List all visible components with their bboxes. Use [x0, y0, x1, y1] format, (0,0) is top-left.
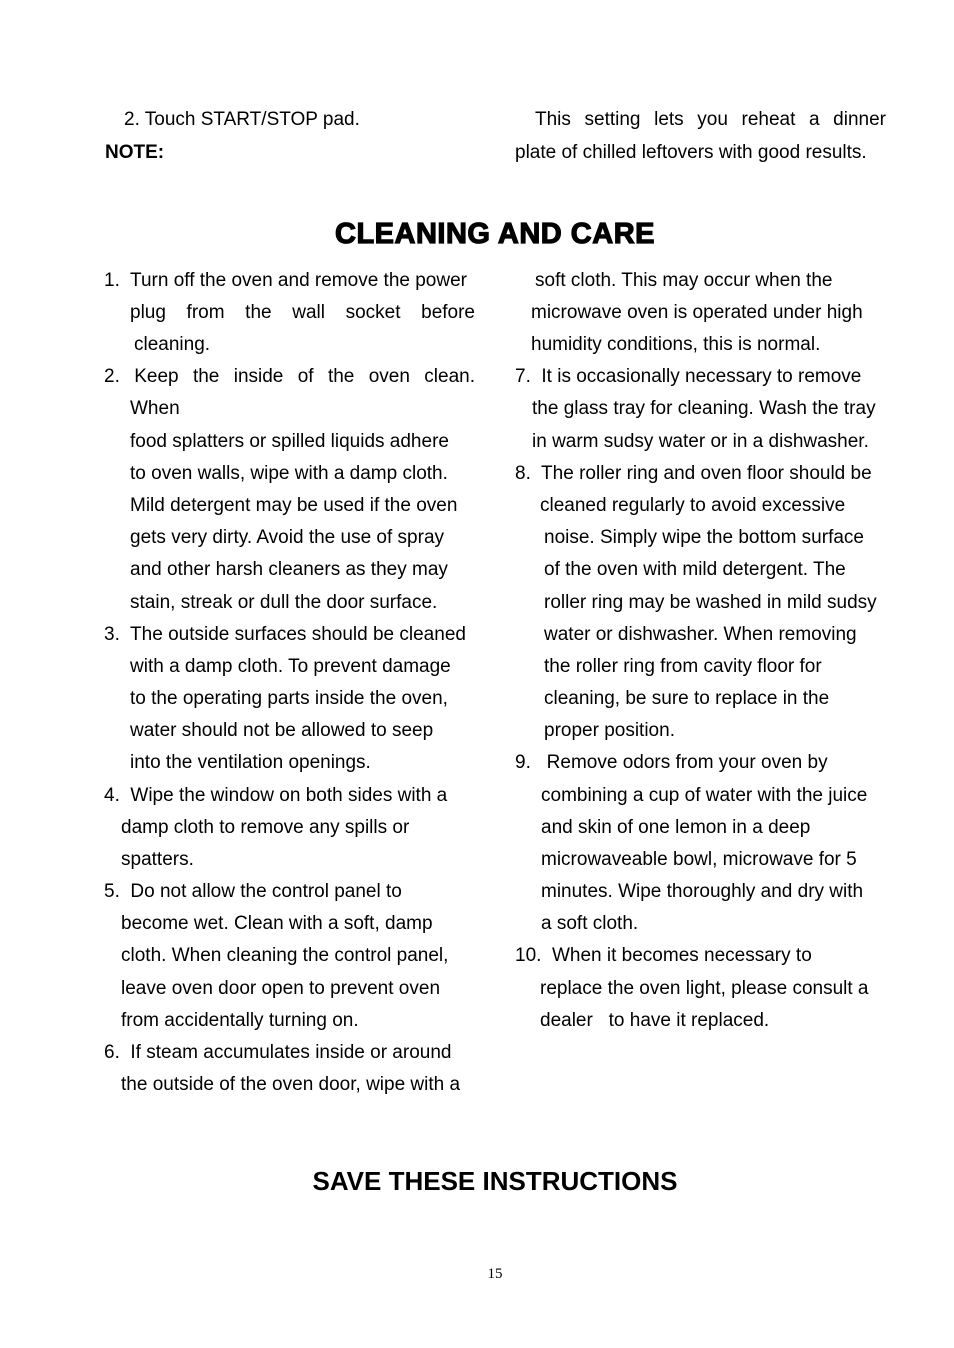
- left-line: and other harsh cleaners as they may: [130, 559, 448, 580]
- left-line: 5. Do not allow the control panel to: [104, 881, 402, 902]
- right-line: in warm sudsy water or in a dishwasher.: [532, 431, 869, 452]
- left-line: damp cloth to remove any spills or: [121, 817, 410, 838]
- right-line: water or dishwasher. When removing: [544, 624, 857, 645]
- note-text-line-2: plate of chilled leftovers with good results.: [515, 142, 867, 163]
- left-line: become wet. Clean with a soft, damp: [121, 913, 433, 934]
- right-line: minutes. Wipe thoroughly and dry with: [541, 881, 864, 902]
- left-line: cleaning.: [134, 334, 211, 355]
- left-line: Mild detergent may be used if the oven: [130, 495, 458, 516]
- right-line: and skin of one lemon in a deep: [541, 817, 811, 838]
- right-line: dealer to have it replaced.: [540, 1010, 770, 1031]
- left-line: cloth. When cleaning the control panel,: [121, 945, 449, 966]
- right-line: 7. It is occasionally necessary to remove: [515, 366, 862, 387]
- right-line: the glass tray for cleaning. Wash the tray: [532, 398, 876, 419]
- left-line: 1. Turn off the oven and remove the power: [104, 270, 467, 291]
- left-line: 4. Wipe the window on both sides with a: [104, 785, 448, 806]
- right-line: 10. When it becomes necessary to: [515, 945, 812, 966]
- right-line: replace the oven light, please consult a: [540, 978, 869, 999]
- step-2-text: 2. Touch START/STOP pad.: [124, 109, 360, 130]
- right-line: humidity conditions, this is normal.: [531, 334, 821, 355]
- right-line: the roller ring from cavity floor for: [544, 656, 822, 677]
- left-line: When: [130, 398, 180, 419]
- note-label: NOTE:: [105, 142, 165, 163]
- right-line: combining a cup of water with the juice: [541, 785, 868, 806]
- left-line: with a damp cloth. To prevent damage: [130, 656, 451, 677]
- left-line: gets very dirty. Avoid the use of spray: [130, 527, 445, 548]
- left-line: food splatters or spilled liquids adhere: [130, 431, 449, 452]
- left-line: to the operating parts inside the oven,: [130, 688, 448, 709]
- right-line: a soft cloth.: [541, 913, 639, 934]
- left-line: 2. Keep the inside of the oven clean.: [104, 366, 475, 387]
- left-line: water should not be allowed to seep: [130, 720, 434, 741]
- left-line: into the ventilation openings.: [130, 752, 371, 773]
- save-instructions-heading: SAVE THESE INSTRUCTIONS: [312, 1166, 678, 1196]
- right-line: proper position.: [544, 720, 675, 741]
- right-line: microwave oven is operated under high: [531, 302, 863, 323]
- left-line: plug from the wall socket before: [130, 302, 475, 323]
- left-line: 6. If steam accumulates inside or around: [104, 1042, 452, 1063]
- left-line: to oven walls, wipe with a damp cloth.: [130, 463, 448, 484]
- section-title: CLEANING AND CARE: [335, 218, 655, 250]
- left-line: stain, streak or dull the door surface.: [130, 592, 438, 613]
- right-line: of the oven with mild detergent. The: [544, 559, 846, 580]
- left-line: spatters.: [121, 849, 194, 870]
- left-line: 3. The outside surfaces should be cleaned: [104, 624, 466, 645]
- right-line: cleaning, be sure to replace in the: [544, 688, 830, 709]
- left-line: leave oven door open to prevent oven: [121, 978, 441, 999]
- right-line: roller ring may be washed in mild sudsy: [544, 592, 877, 613]
- left-line: from accidentally turning on.: [121, 1010, 359, 1031]
- note-text-line-1: This setting lets you reheat a dinner: [535, 109, 886, 130]
- right-line: soft cloth. This may occur when the: [535, 270, 833, 291]
- right-line: 9. Remove odors from your oven by: [515, 752, 828, 773]
- right-line: microwaveable bowl, microwave for 5: [541, 849, 857, 870]
- page-number: 15: [487, 1266, 503, 1282]
- right-line: 8. The roller ring and oven floor should be: [515, 463, 872, 484]
- right-line: cleaned regularly to avoid excessive: [540, 495, 846, 516]
- right-line: noise. Simply wipe the bottom surface: [544, 527, 864, 548]
- left-line: the outside of the oven door, wipe with a: [121, 1074, 461, 1095]
